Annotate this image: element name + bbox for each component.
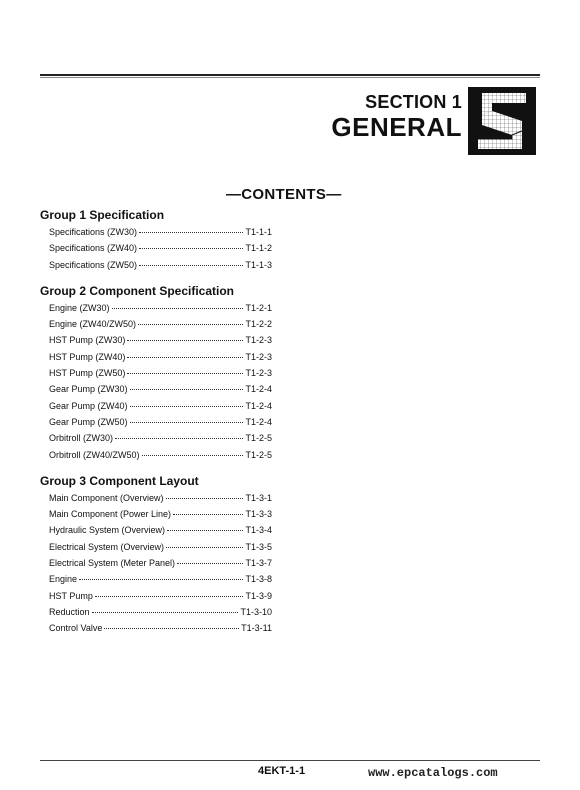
group-1 [40, 208, 280, 276]
group-3 [40, 474, 280, 640]
table-of-contents [40, 208, 280, 648]
toc-entry[interactable]: Engine (ZW30) T1-2-1 [49, 302, 272, 313]
watermark-link[interactable]: www.epcatalogs.com [368, 766, 498, 780]
group-title: Group 2 Component Specification [40, 283, 235, 298]
toc-entry[interactable]: Electrical System (Meter Panel) T1-3-7 [49, 558, 272, 569]
section-title: GENERAL [331, 112, 462, 142]
group-title: Group 1 Specification [40, 208, 165, 222]
top-rule-thin [40, 77, 540, 78]
top-rule-thick [40, 74, 540, 76]
toc-entry[interactable]: Electrical System (Overview) T1-3-5 [49, 541, 272, 552]
toc-entry[interactable]: Main Component (Overview) T1-3-1 [49, 492, 272, 503]
toc-entry[interactable]: Control Valve T1-3-11 [49, 623, 272, 634]
section-header [331, 92, 462, 141]
group-title: Group 3 Component Layout [40, 473, 199, 488]
toc-entry[interactable]: HST Pump T1-3-9 [49, 590, 272, 601]
toc-entry[interactable]: Orbitroll (ZW40/ZW50) T1-2-5 [49, 449, 272, 460]
toc-entry[interactable]: Engine T1-3-8 [49, 574, 272, 585]
page-number: 4EKT-1-1 [258, 765, 306, 777]
toc-entry[interactable]: Specifications (ZW50) T1-1-3 [49, 259, 272, 270]
toc-entry[interactable]: Specifications (ZW30) T1-1-1 [49, 227, 272, 237]
section-logo-icon [468, 87, 536, 155]
toc-entry[interactable]: Gear Pump (ZW50) T1-2-4 [49, 416, 272, 427]
toc-entry[interactable]: Hydraulic System (Overview) T1-3-4 [49, 525, 272, 536]
toc-entry[interactable]: Gear Pump (ZW40) T1-2-4 [49, 400, 272, 411]
toc-entry[interactable]: HST Pump (ZW50) T1-2-3 [49, 368, 272, 379]
group-2 [40, 284, 280, 466]
toc-entry[interactable]: Reduction T1-3-10 [49, 606, 272, 617]
toc-entry[interactable]: HST Pump (ZW40) T1-2-3 [49, 351, 272, 362]
toc-entry[interactable]: Engine (ZW40/ZW50) T1-2-2 [49, 319, 272, 330]
toc-entry[interactable]: Main Component (Power Line) T1-3-3 [49, 509, 272, 520]
contents-title: —CONTENTS— [226, 186, 342, 203]
toc-entry[interactable]: Specifications (ZW40) T1-1-2 [49, 243, 272, 254]
toc-entry[interactable]: HST Pump (ZW30) T1-2-3 [49, 335, 272, 346]
toc-entry[interactable]: Gear Pump (ZW30) T1-2-4 [49, 384, 272, 395]
section-number: SECTION 1 [365, 92, 462, 112]
toc-entry[interactable]: Orbitroll (ZW30) T1-2-5 [49, 433, 272, 444]
bottom-rule [40, 760, 540, 761]
